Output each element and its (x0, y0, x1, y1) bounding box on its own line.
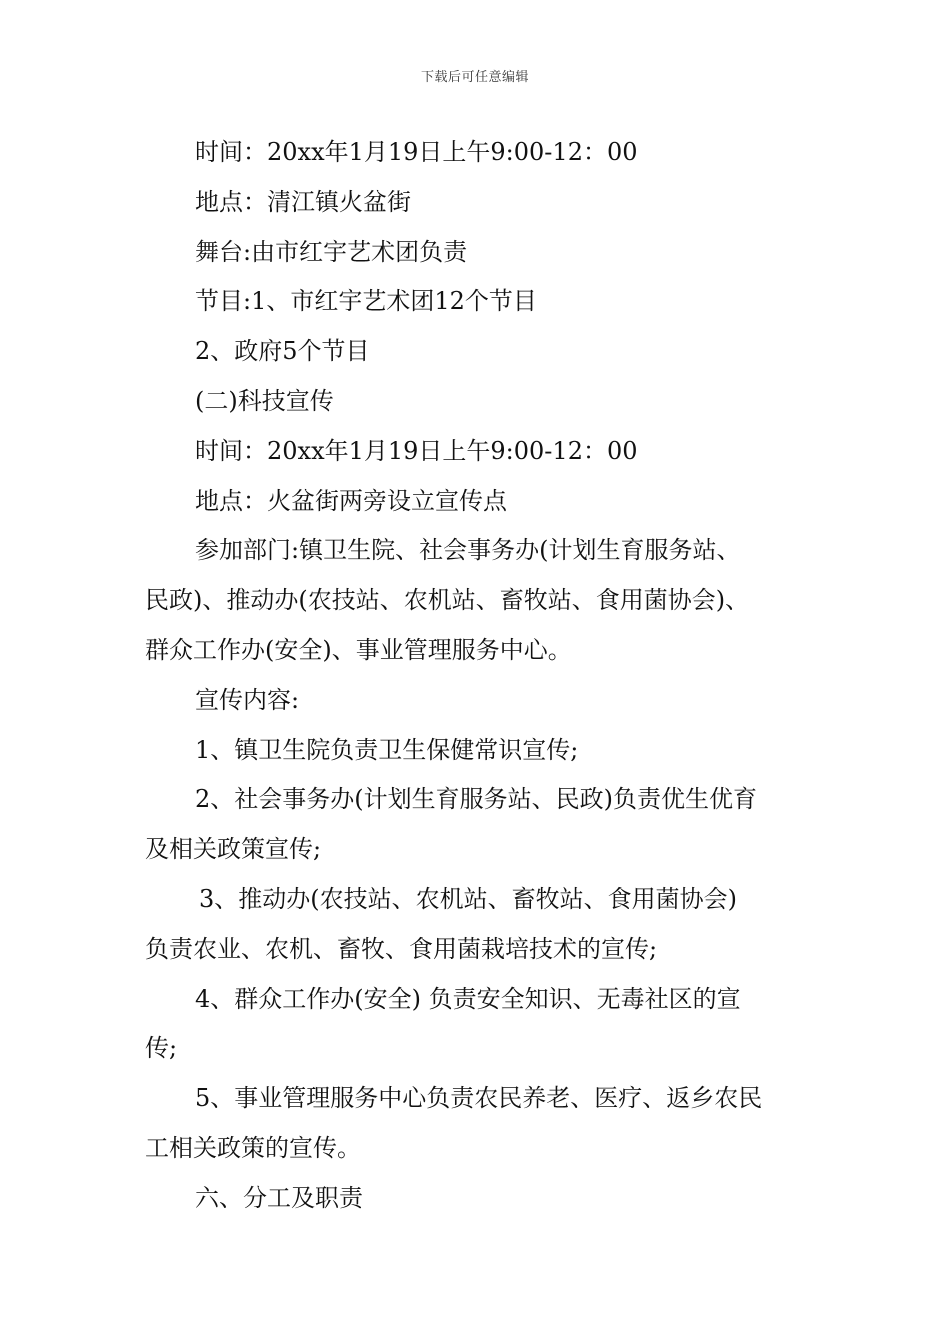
body-line: 3、推动办(农技站、农机站、畜牧站、食用菌协会) (199, 884, 737, 913)
body-line: 及相关政策宣传; (145, 835, 322, 864)
body-line: 宣传内容: (195, 685, 300, 714)
body-line: 4、群众工作办(安全) 负责安全知识、无毒社区的宣 (195, 984, 741, 1013)
body-line: 2、政府5个节目 (195, 337, 370, 366)
body-line: (二)科技宣传 (195, 386, 334, 415)
body-line: 工相关政策的宣传。 (145, 1133, 361, 1162)
body-line: 负责农业、农机、畜牧、食用菌栽培技术的宣传; (145, 934, 658, 963)
body-line: 传; (145, 1034, 178, 1063)
body-line: 5、事业管理服务中心负责农民养老、医疗、返乡农民 (195, 1084, 763, 1113)
body-line: 时间：20xx年1月19日上午9:00-12：00 (195, 138, 638, 166)
document-body (145, 128, 810, 1224)
body-line: 地点：清江镇火盆街 (195, 187, 411, 216)
body-line: 节目:1、市红宇艺术团12个节目 (195, 287, 537, 316)
body-line: 舞台:由市红宇艺术团负责 (195, 237, 468, 266)
body-line: 参加部门:镇卫生院、社会事务办(计划生育服务站、 (195, 536, 741, 565)
body-line: 时间：20xx年1月19日上午9:00-12：00 (195, 436, 638, 465)
body-line: 民政)、推动办(农技站、农机站、畜牧站、食用菌协会)、 (145, 586, 750, 615)
page-header: 下载后可任意编辑 (420, 70, 529, 85)
body-line: 1、镇卫生院负责卫生保健常识宣传; (195, 735, 579, 764)
body-line: 群众工作办(安全)、事业管理服务中心。 (145, 635, 572, 664)
body-line: 地点：火盆街两旁设立宣传点 (195, 486, 507, 515)
section-heading: 六、分工及职责 (195, 1183, 363, 1212)
body-line: 2、社会事务办(计划生育服务站、民政)负责优生优育 (195, 785, 757, 814)
